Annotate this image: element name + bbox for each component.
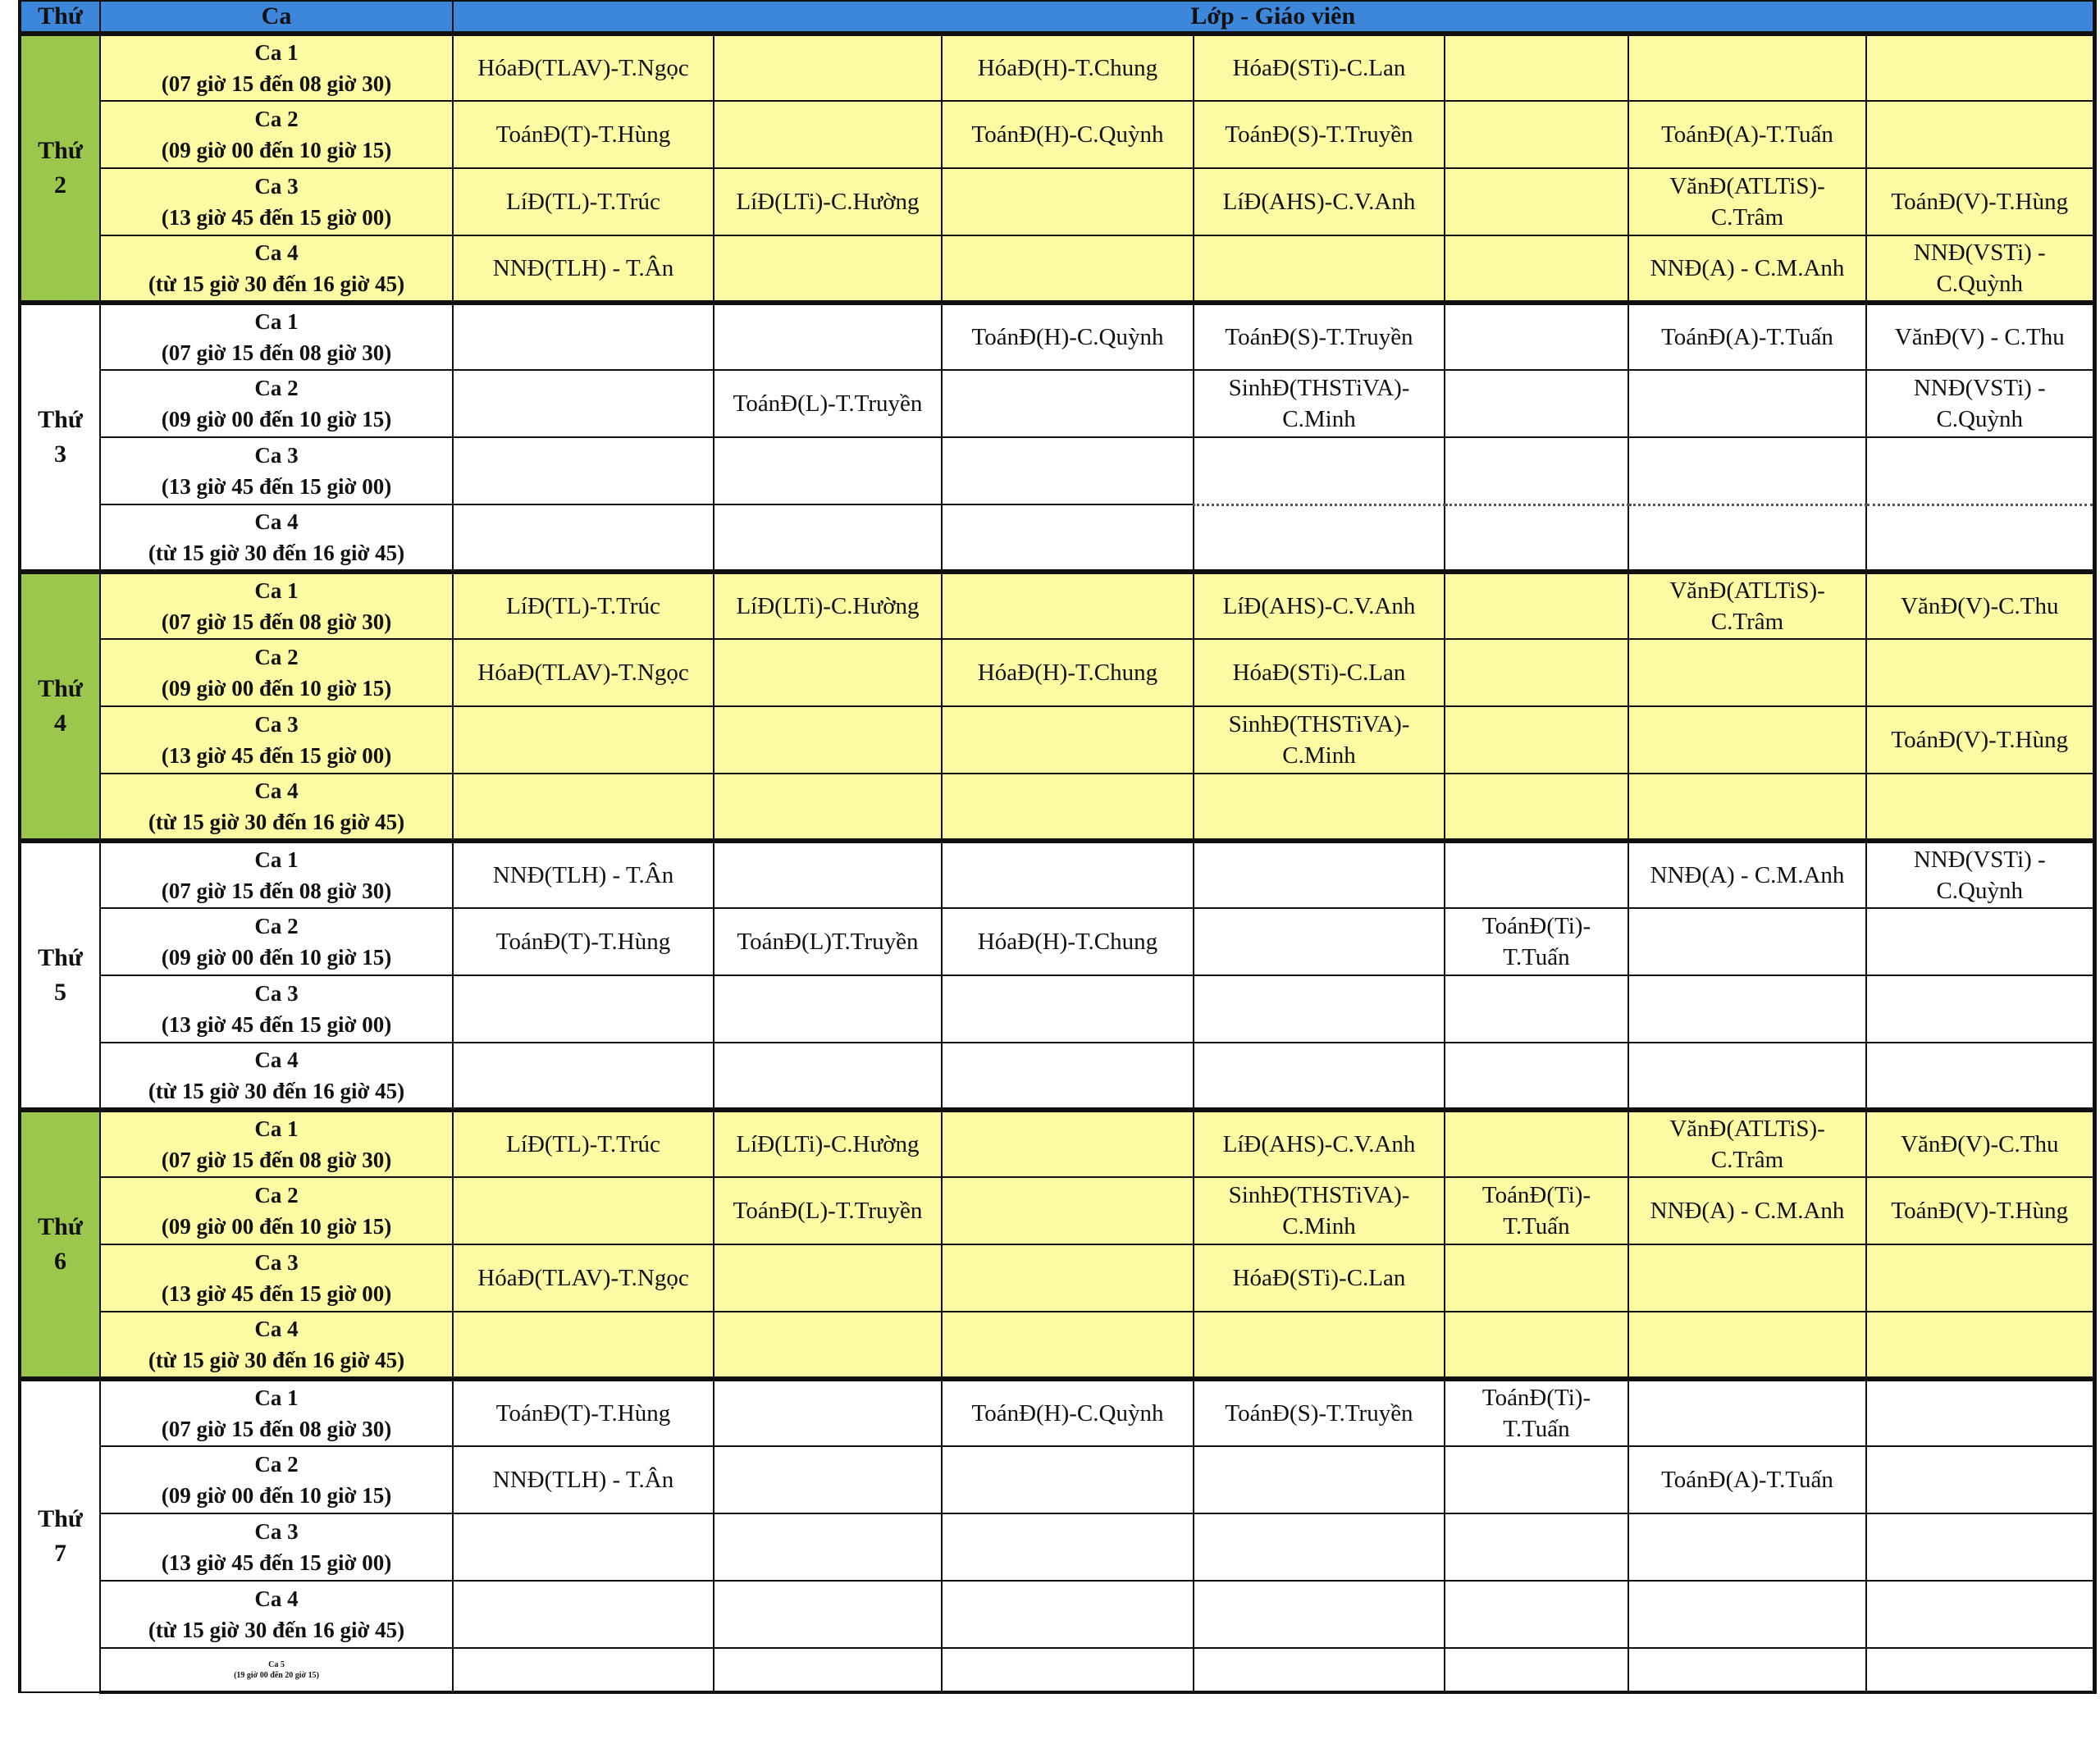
class-teacher-cell: ToánĐ(A)-T.Tuấn	[1628, 303, 1866, 370]
class-teacher-cell	[453, 1177, 714, 1244]
class-teacher-cell: LíĐ(TL)-T.Trúc	[453, 1110, 714, 1177]
class-teacher-cell: LíĐ(AHS)-C.V.Anh	[1194, 168, 1445, 235]
class-teacher-cell	[714, 1312, 942, 1379]
class-teacher-cell	[942, 774, 1194, 841]
class-teacher-cell: NNĐ(A) - C.M.Anh	[1628, 235, 1866, 303]
schedule-table	[18, 0, 2097, 1694]
class-teacher-cell	[1445, 639, 1628, 706]
slot-label	[100, 370, 453, 437]
slot-row	[20, 1177, 2094, 1244]
class-teacher-cell	[1194, 774, 1445, 841]
slot-time: (09 giờ 00 đến 10 giờ 15)	[161, 138, 392, 162]
class-teacher-cell: HóaĐ(STi)-C.Lan	[1194, 639, 1445, 706]
slot-row	[20, 639, 2094, 706]
class-teacher-cell	[942, 235, 1194, 303]
class-teacher-cell	[1628, 1244, 1866, 1312]
class-teacher-cell	[1628, 1379, 1866, 1446]
class-teacher-cell	[1866, 34, 2094, 101]
class-teacher-cell	[1628, 706, 1866, 774]
slot-label	[100, 774, 453, 841]
class-teacher-cell	[1445, 168, 1628, 235]
slot-name: Ca 5	[268, 1659, 285, 1669]
class-teacher-cell	[1866, 1446, 2094, 1513]
class-teacher-cell	[453, 370, 714, 437]
class-teacher-cell	[1628, 774, 1866, 841]
class-teacher-cell: ToánĐ(T)-T.Hùng	[453, 908, 714, 975]
day-group	[20, 572, 2094, 841]
class-teacher-cell	[1445, 706, 1628, 774]
class-teacher-cell: VănĐ(V)-C.Thu	[1866, 572, 2094, 639]
slot-name: Ca 2	[254, 107, 299, 131]
class-teacher-cell	[1445, 774, 1628, 841]
class-teacher-cell	[1445, 1312, 1628, 1379]
slot-name: Ca 2	[254, 645, 299, 669]
class-teacher-cell: ToánĐ(T)-T.Hùng	[453, 101, 714, 168]
slot-row	[20, 34, 2094, 101]
slot-name: Ca 3	[254, 174, 299, 199]
class-teacher-cell	[1445, 1446, 1628, 1513]
slot-label	[100, 1648, 453, 1692]
class-teacher-cell	[1445, 504, 1628, 572]
slot-label	[100, 1379, 453, 1446]
class-teacher-cell: VănĐ(V)-C.Thu	[1866, 1110, 2094, 1177]
slot-label	[100, 841, 453, 908]
class-teacher-cell: ToánĐ(Ti)- T.Tuấn	[1445, 1379, 1628, 1446]
slot-label	[100, 706, 453, 774]
slot-row	[20, 1648, 2094, 1692]
class-teacher-cell	[942, 504, 1194, 572]
slot-row	[20, 370, 2094, 437]
class-teacher-cell	[1445, 841, 1628, 908]
class-teacher-cell	[714, 706, 942, 774]
slot-name: Ca 4	[254, 1586, 299, 1611]
class-teacher-cell	[714, 1244, 942, 1312]
slot-row	[20, 168, 2094, 235]
class-teacher-cell: ToánĐ(V)-T.Hùng	[1866, 1177, 2094, 1244]
slot-name: Ca 2	[254, 376, 299, 400]
slot-row	[20, 841, 2094, 908]
class-teacher-cell: ToánĐ(H)-C.Quỳnh	[942, 303, 1194, 370]
slot-row	[20, 1110, 2094, 1177]
class-teacher-cell	[942, 706, 1194, 774]
slot-row	[20, 706, 2094, 774]
class-teacher-cell	[1445, 572, 1628, 639]
class-teacher-cell	[1445, 1244, 1628, 1312]
class-teacher-cell	[1866, 975, 2094, 1043]
slot-row	[20, 975, 2094, 1043]
slot-time: (09 giờ 00 đến 10 giờ 15)	[161, 945, 392, 970]
class-teacher-cell	[942, 841, 1194, 908]
class-teacher-cell: ToánĐ(V)-T.Hùng	[1866, 168, 2094, 235]
class-teacher-cell	[453, 437, 714, 504]
class-teacher-cell	[714, 34, 942, 101]
slot-label	[100, 1446, 453, 1513]
class-teacher-cell	[714, 1581, 942, 1648]
class-teacher-cell: ToánĐ(Ti)- T.Tuấn	[1445, 1177, 1628, 1244]
class-teacher-cell	[1445, 1043, 1628, 1110]
slot-name: Ca 3	[254, 443, 299, 468]
slot-label	[100, 504, 453, 572]
class-teacher-cell	[1866, 908, 2094, 975]
slot-label	[100, 639, 453, 706]
slot-time: (từ 15 giờ 30 đến 16 giờ 45)	[148, 541, 405, 565]
class-teacher-cell: ToánĐ(S)-T.Truyền	[1194, 1379, 1445, 1446]
slot-label	[100, 1312, 453, 1379]
slot-time: (19 giờ 00 đến 20 giờ 15)	[234, 1670, 319, 1680]
slot-time: (từ 15 giờ 30 đến 16 giờ 45)	[148, 810, 405, 834]
slot-time: (07 giờ 15 đến 08 giờ 30)	[161, 879, 392, 903]
slot-name: Ca 3	[254, 1250, 299, 1275]
slot-name: Ca 4	[254, 778, 299, 803]
slot-time: (09 giờ 00 đến 10 giờ 15)	[161, 407, 392, 431]
class-teacher-cell: ToánĐ(H)-C.Quỳnh	[942, 101, 1194, 168]
slot-label	[100, 235, 453, 303]
class-teacher-cell	[1194, 1648, 1445, 1692]
slot-name: Ca 1	[254, 1116, 299, 1141]
class-teacher-cell	[1628, 1043, 1866, 1110]
class-teacher-cell: NNĐ(TLH) - T.Ân	[453, 1446, 714, 1513]
day-label: Thứ 2	[20, 34, 100, 303]
class-teacher-cell	[714, 774, 942, 841]
class-teacher-cell	[942, 572, 1194, 639]
slot-label	[100, 168, 453, 235]
class-teacher-cell: ToánĐ(A)-T.Tuấn	[1628, 101, 1866, 168]
day-group	[20, 34, 2094, 303]
slot-name: Ca 1	[254, 578, 299, 603]
slot-label	[100, 1043, 453, 1110]
slot-time: (07 giờ 15 đến 08 giờ 30)	[161, 71, 392, 96]
class-teacher-cell: VănĐ(V) - C.Thu	[1866, 303, 2094, 370]
class-teacher-cell: VănĐ(ATLTiS)- C.Trâm	[1628, 168, 1866, 235]
class-teacher-cell: HóaĐ(TLAV)-T.Ngọc	[453, 639, 714, 706]
class-teacher-cell	[1628, 1312, 1866, 1379]
class-teacher-cell	[1866, 639, 2094, 706]
class-teacher-cell	[714, 235, 942, 303]
class-teacher-cell	[453, 975, 714, 1043]
slot-label	[100, 975, 453, 1043]
class-teacher-cell	[942, 168, 1194, 235]
class-teacher-cell	[942, 1581, 1194, 1648]
class-teacher-cell	[714, 303, 942, 370]
class-teacher-cell	[1194, 1043, 1445, 1110]
class-teacher-cell	[1628, 504, 1866, 572]
class-teacher-cell	[1445, 437, 1628, 504]
slot-time: (từ 15 giờ 30 đến 16 giờ 45)	[148, 1618, 405, 1642]
slot-time: (13 giờ 45 đến 15 giờ 00)	[161, 1281, 392, 1306]
class-teacher-cell	[1194, 908, 1445, 975]
class-teacher-cell: HóaĐ(H)-T.Chung	[942, 34, 1194, 101]
class-teacher-cell	[942, 1043, 1194, 1110]
class-teacher-cell: HóaĐ(STi)-C.Lan	[1194, 34, 1445, 101]
class-teacher-cell	[714, 975, 942, 1043]
slot-time: (13 giờ 45 đến 15 giờ 00)	[161, 474, 392, 499]
class-teacher-cell	[714, 101, 942, 168]
slot-label	[100, 34, 453, 101]
class-teacher-cell: HóaĐ(H)-T.Chung	[942, 908, 1194, 975]
header-ca: Ca	[100, 1, 453, 34]
class-teacher-cell	[453, 1648, 714, 1692]
class-teacher-cell: ToánĐ(S)-T.Truyền	[1194, 303, 1445, 370]
day-group	[20, 1379, 2094, 1692]
class-teacher-cell	[1445, 370, 1628, 437]
header-day: Thứ	[20, 1, 100, 34]
slot-row	[20, 303, 2094, 370]
class-teacher-cell: VănĐ(ATLTiS)- C.Trâm	[1628, 572, 1866, 639]
class-teacher-cell: LíĐ(AHS)-C.V.Anh	[1194, 572, 1445, 639]
class-teacher-cell: LíĐ(TL)-T.Trúc	[453, 572, 714, 639]
day-group	[20, 303, 2094, 572]
class-teacher-cell	[1866, 1244, 2094, 1312]
slot-name: Ca 4	[254, 240, 299, 265]
slot-label	[100, 1513, 453, 1581]
slot-label	[100, 908, 453, 975]
class-teacher-cell	[942, 1110, 1194, 1177]
class-teacher-cell	[453, 303, 714, 370]
class-teacher-cell: HóaĐ(H)-T.Chung	[942, 639, 1194, 706]
slot-label	[100, 1581, 453, 1648]
class-teacher-cell: NNĐ(A) - C.M.Anh	[1628, 1177, 1866, 1244]
class-teacher-cell	[714, 1446, 942, 1513]
class-teacher-cell	[1866, 1379, 2094, 1446]
slot-row	[20, 572, 2094, 639]
day-label: Thứ 7	[20, 1379, 100, 1692]
class-teacher-cell: NNĐ(TLH) - T.Ân	[453, 235, 714, 303]
slot-name: Ca 3	[254, 1519, 299, 1544]
class-teacher-cell	[1628, 34, 1866, 101]
slot-row	[20, 1513, 2094, 1581]
class-teacher-cell	[714, 1648, 942, 1692]
slot-name: Ca 1	[254, 847, 299, 872]
class-teacher-cell	[1866, 774, 2094, 841]
class-teacher-cell	[714, 1513, 942, 1581]
class-teacher-cell	[1628, 1513, 1866, 1581]
slot-name: Ca 4	[254, 1048, 299, 1072]
slot-name: Ca 3	[254, 981, 299, 1006]
class-teacher-cell	[1866, 1043, 2094, 1110]
class-teacher-cell	[1628, 639, 1866, 706]
class-teacher-cell	[1445, 1513, 1628, 1581]
class-teacher-cell	[1445, 1110, 1628, 1177]
class-teacher-cell: ToánĐ(H)-C.Quỳnh	[942, 1379, 1194, 1446]
class-teacher-cell	[942, 1513, 1194, 1581]
class-teacher-cell	[714, 841, 942, 908]
class-teacher-cell	[453, 774, 714, 841]
class-teacher-cell	[1445, 101, 1628, 168]
class-teacher-cell	[942, 1312, 1194, 1379]
class-teacher-cell	[1194, 1312, 1445, 1379]
class-teacher-cell	[1194, 1513, 1445, 1581]
slot-row	[20, 774, 2094, 841]
slot-time: (09 giờ 00 đến 10 giờ 15)	[161, 1483, 392, 1508]
class-teacher-cell: NNĐ(A) - C.M.Anh	[1628, 841, 1866, 908]
slot-row	[20, 1379, 2094, 1446]
slot-name: Ca 4	[254, 1317, 299, 1341]
slot-time: (từ 15 giờ 30 đến 16 giờ 45)	[148, 1079, 405, 1103]
class-teacher-cell	[453, 1312, 714, 1379]
slot-time: (09 giờ 00 đến 10 giờ 15)	[161, 1214, 392, 1239]
day-group	[20, 841, 2094, 1110]
class-teacher-cell	[1194, 1446, 1445, 1513]
slot-row	[20, 1581, 2094, 1648]
slot-name: Ca 1	[254, 1385, 299, 1410]
class-teacher-cell	[714, 1379, 942, 1446]
slot-name: Ca 3	[254, 712, 299, 737]
class-teacher-cell	[1628, 437, 1866, 504]
class-teacher-cell: VănĐ(ATLTiS)- C.Trâm	[1628, 1110, 1866, 1177]
class-teacher-cell: ToánĐ(A)-T.Tuấn	[1628, 1446, 1866, 1513]
class-teacher-cell: ToánĐ(Ti)- T.Tuấn	[1445, 908, 1628, 975]
class-teacher-cell	[1194, 504, 1445, 572]
class-teacher-cell	[942, 437, 1194, 504]
class-teacher-cell	[1628, 1648, 1866, 1692]
class-teacher-cell	[1194, 1581, 1445, 1648]
slot-time: (13 giờ 45 đến 15 giờ 00)	[161, 743, 392, 768]
class-teacher-cell	[714, 504, 942, 572]
class-teacher-cell	[942, 975, 1194, 1043]
slot-name: Ca 1	[254, 309, 299, 334]
class-teacher-cell: ToánĐ(S)-T.Truyền	[1194, 101, 1445, 168]
class-teacher-cell: NNĐ(TLH) - T.Ân	[453, 841, 714, 908]
class-teacher-cell	[1445, 975, 1628, 1043]
day-label: Thứ 5	[20, 841, 100, 1110]
class-teacher-cell: ToánĐ(L)-T.Truyền	[714, 370, 942, 437]
class-teacher-cell	[1194, 841, 1445, 908]
class-teacher-cell: LíĐ(TL)-T.Trúc	[453, 168, 714, 235]
slot-label	[100, 572, 453, 639]
class-teacher-cell: LíĐ(LTi)-C.Hường	[714, 1110, 942, 1177]
slot-time: (09 giờ 00 đến 10 giờ 15)	[161, 676, 392, 701]
slot-name: Ca 2	[254, 1452, 299, 1477]
class-teacher-cell	[942, 1244, 1194, 1312]
class-teacher-cell	[1445, 1581, 1628, 1648]
class-teacher-cell: HóaĐ(TLAV)-T.Ngọc	[453, 34, 714, 101]
slot-row	[20, 1043, 2094, 1110]
class-teacher-cell: SinhĐ(THSTiVA)- C.Minh	[1194, 1177, 1445, 1244]
slot-label	[100, 303, 453, 370]
class-teacher-cell	[1866, 437, 2094, 504]
day-label: Thứ 3	[20, 303, 100, 572]
class-teacher-cell: LíĐ(LTi)-C.Hường	[714, 168, 942, 235]
day-label: Thứ 6	[20, 1110, 100, 1379]
slot-label	[100, 437, 453, 504]
class-teacher-cell	[714, 1043, 942, 1110]
slot-label	[100, 101, 453, 168]
slot-time: (13 giờ 45 đến 15 giờ 00)	[161, 1012, 392, 1037]
slot-row	[20, 1244, 2094, 1312]
class-teacher-cell: ToánĐ(V)-T.Hùng	[1866, 706, 2094, 774]
class-teacher-cell	[453, 1581, 714, 1648]
slot-name: Ca 2	[254, 914, 299, 938]
class-teacher-cell: LíĐ(AHS)-C.V.Anh	[1194, 1110, 1445, 1177]
class-teacher-cell	[453, 1043, 714, 1110]
class-teacher-cell	[1866, 101, 2094, 168]
class-teacher-cell	[1866, 1648, 2094, 1692]
slot-name: Ca 4	[254, 509, 299, 534]
slot-label	[100, 1110, 453, 1177]
class-teacher-cell: NNĐ(VSTi) - C.Quỳnh	[1866, 370, 2094, 437]
slot-row	[20, 1446, 2094, 1513]
slot-time: (07 giờ 15 đến 08 giờ 30)	[161, 609, 392, 634]
slot-name: Ca 1	[254, 40, 299, 65]
slot-label	[100, 1244, 453, 1312]
class-teacher-cell: LíĐ(LTi)-C.Hường	[714, 572, 942, 639]
day-label: Thứ 4	[20, 572, 100, 841]
class-teacher-cell	[942, 370, 1194, 437]
slot-row	[20, 235, 2094, 303]
class-teacher-cell	[714, 437, 942, 504]
slot-row	[20, 101, 2094, 168]
class-teacher-cell	[1194, 437, 1445, 504]
class-teacher-cell: HóaĐ(TLAV)-T.Ngọc	[453, 1244, 714, 1312]
class-teacher-cell: NNĐ(VSTi) - C.Quỳnh	[1866, 841, 2094, 908]
slot-row	[20, 908, 2094, 975]
class-teacher-cell: SinhĐ(THSTiVA)- C.Minh	[1194, 706, 1445, 774]
class-teacher-cell	[453, 504, 714, 572]
slot-name: Ca 2	[254, 1183, 299, 1207]
class-teacher-cell	[942, 1648, 1194, 1692]
slot-label	[100, 1177, 453, 1244]
class-teacher-cell: HóaĐ(STi)-C.Lan	[1194, 1244, 1445, 1312]
class-teacher-cell	[942, 1446, 1194, 1513]
class-teacher-cell	[714, 639, 942, 706]
class-teacher-cell: NNĐ(VSTi) - C.Quỳnh	[1866, 235, 2094, 303]
class-teacher-cell	[453, 706, 714, 774]
class-teacher-cell	[1194, 975, 1445, 1043]
slot-time: (07 giờ 15 đến 08 giờ 30)	[161, 1148, 392, 1172]
class-teacher-cell	[1628, 975, 1866, 1043]
slot-time: (từ 15 giờ 30 đến 16 giờ 45)	[148, 272, 405, 296]
slot-time: (13 giờ 45 đến 15 giờ 00)	[161, 1550, 392, 1575]
class-teacher-cell	[453, 1513, 714, 1581]
class-teacher-cell	[1866, 504, 2094, 572]
header-row	[20, 1, 2094, 34]
class-teacher-cell	[942, 1177, 1194, 1244]
class-teacher-cell	[1628, 1581, 1866, 1648]
class-teacher-cell	[1628, 370, 1866, 437]
class-teacher-cell: ToánĐ(L)T.Truyền	[714, 908, 942, 975]
class-teacher-cell	[1628, 908, 1866, 975]
slot-time: (07 giờ 15 đến 08 giờ 30)	[161, 340, 392, 365]
day-group	[20, 1110, 2094, 1379]
class-teacher-cell	[1445, 235, 1628, 303]
class-teacher-cell	[1866, 1312, 2094, 1379]
slot-time: (07 giờ 15 đến 08 giờ 30)	[161, 1417, 392, 1441]
class-teacher-cell	[1445, 303, 1628, 370]
slot-row	[20, 1312, 2094, 1379]
class-teacher-cell	[1445, 34, 1628, 101]
slot-time: (từ 15 giờ 30 đến 16 giờ 45)	[148, 1348, 405, 1372]
class-teacher-cell	[1866, 1513, 2094, 1581]
class-teacher-cell	[1866, 1581, 2094, 1648]
class-teacher-cell	[1194, 235, 1445, 303]
class-teacher-cell: SinhĐ(THSTiVA)- C.Minh	[1194, 370, 1445, 437]
slot-row	[20, 504, 2094, 572]
slot-time: (13 giờ 45 đến 15 giờ 00)	[161, 205, 392, 230]
class-teacher-cell: ToánĐ(L)-T.Truyền	[714, 1177, 942, 1244]
header-class-teacher: Lớp - Giáo viên	[453, 1, 2094, 34]
slot-row	[20, 437, 2094, 504]
class-teacher-cell: ToánĐ(T)-T.Hùng	[453, 1379, 714, 1446]
class-teacher-cell	[1445, 1648, 1628, 1692]
